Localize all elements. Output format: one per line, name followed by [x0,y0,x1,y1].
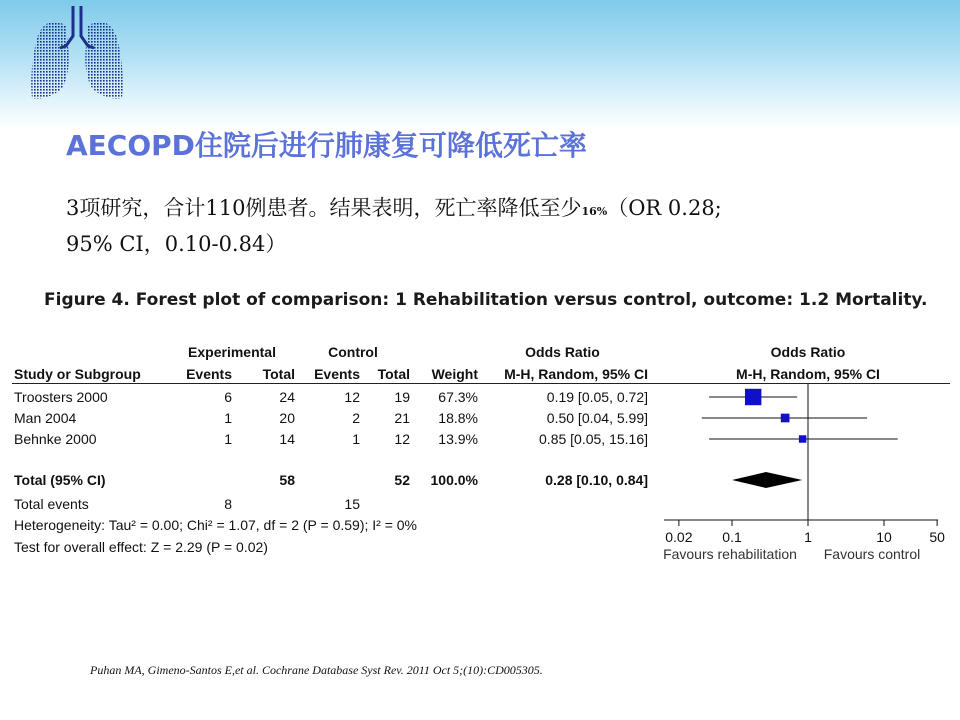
pooled-diamond [732,472,802,488]
favours-left-label: Favours rehabilitation [663,546,797,562]
axis-tick-label: 0.02 [665,529,693,545]
study-weight: 13.9% [438,431,478,447]
study-exp-total: 24 [279,389,295,405]
forest-plot-graphic [640,376,960,576]
total-label: Total (95% CI) [14,472,106,488]
study-ctrl-events: 12 [344,389,360,405]
col-ctrl-total: Total [377,366,410,382]
study-weight: 67.3% [438,389,478,405]
col-method-plot: M-H, Random, 95% CI [736,366,880,382]
overall-effect-text: Test for overall effect: Z = 2.29 (P = 0.02) [14,539,268,555]
total-events-label: Total events [14,496,89,512]
study-exp-total: 14 [279,431,295,447]
col-study: Study or Subgroup [14,366,141,382]
favours-right-label: Favours control [823,546,921,562]
figure-caption: Figure 4. Forest plot of comparison: 1 Rehabilitation versus control, outcome: 1.2 Mortality. [44,290,928,310]
slide-title: AECOPD住院后进行肺康复可降低死亡率 [66,129,587,162]
effect-marker [781,414,790,423]
body-line2: 95% CI，0.10-0.84） [66,232,287,256]
study-exp-events: 1 [224,431,232,447]
axis-tick-label: 50 [929,529,945,545]
body-percent: 16% [581,205,608,218]
lungs-logo [22,2,132,104]
total-weight: 100.0% [430,472,478,488]
col-weight: Weight [431,366,478,382]
body-line1-tail: （OR 0.28; [607,196,722,220]
axis-tick-label: 0.1 [722,529,742,545]
col-ctrl-events: Events [314,366,360,382]
study-exp-events: 1 [224,410,232,426]
study-ctrl-total: 21 [394,410,410,426]
body-line1: 3项研究，合计110例患者。结果表明，死亡率降低至少 [66,196,582,220]
study-name: Behnke 2000 [14,431,97,447]
study-exp-total: 20 [279,410,295,426]
study-ctrl-events: 2 [352,410,360,426]
study-ci: 0.19 [0.05, 0.72] [546,389,648,405]
total-exp-total: 58 [279,472,295,488]
citation: Puhan MA, Gimeno-Santos E,et al. Cochrane Database Syst Rev. 2011 Oct 5;(10):CD005305. [90,663,543,677]
col-method: M-H, Random, 95% CI [504,366,648,382]
study-ctrl-total: 19 [394,389,410,405]
study-ci: 0.85 [0.05, 15.16] [539,431,648,447]
effect-marker [745,389,761,405]
body-text [66,192,936,260]
effect-marker [799,435,806,442]
study-ctrl-total: 12 [394,431,410,447]
header-odds-ratio: Odds Ratio [525,344,600,360]
col-exp-events: Events [186,366,232,382]
header-control: Control [328,344,378,360]
study-exp-events: 6 [224,389,232,405]
total-events-ctrl: 15 [344,496,360,512]
axis-tick-label: 1 [804,529,812,545]
header-band [0,0,960,130]
axis-tick-label: 10 [876,529,892,545]
col-exp-total: Total [262,366,295,382]
study-name: Man 2004 [14,410,77,426]
study-name: Troosters 2000 [14,389,108,405]
study-weight: 18.8% [438,410,478,426]
heterogeneity-text: Heterogeneity: Tau² = 0.00; Chi² = 1.07, df = 2 (P = 0.59); I² = 0% [14,517,417,533]
header-experimental: Experimental [188,344,276,360]
header-odds-ratio-plot: Odds Ratio [770,344,846,360]
study-ci: 0.50 [0.04, 5.99] [546,410,648,426]
total-ci: 0.28 [0.10, 0.84] [545,472,648,488]
study-ctrl-events: 1 [352,431,360,447]
forest-plot [0,336,960,576]
total-ctrl-total: 52 [394,472,410,488]
total-events-exp: 8 [224,496,232,512]
